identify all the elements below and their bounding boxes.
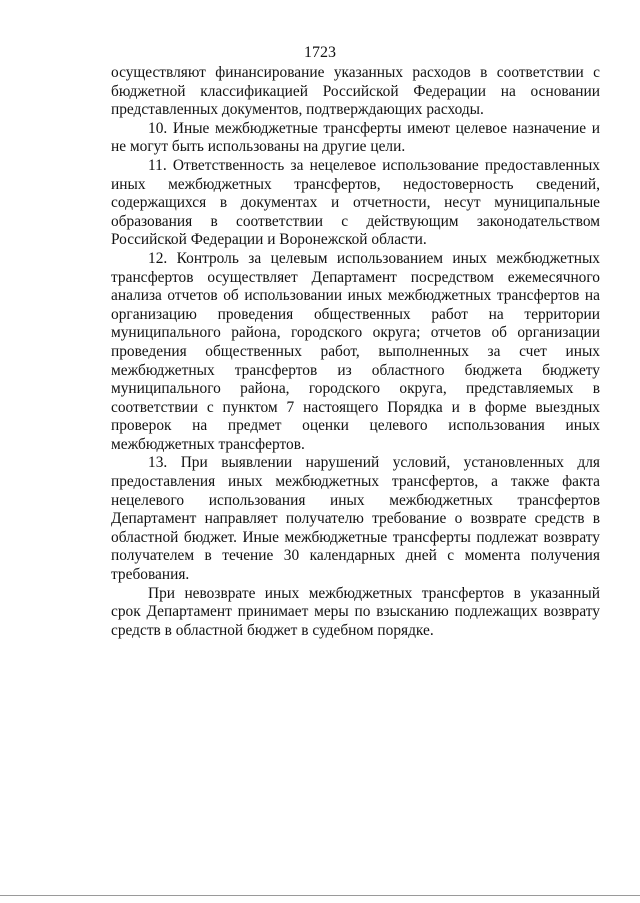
paragraph-item-13: 13. При выявлении нарушений условий, установленных для предоставления иных межбюджетных трансфертов, а также факта нецелевого использования иных межбюджетных трансфертов Департамент направляет получателю требование о возврате средств в областной бюджет. Иные межбюджетные трансферты подлежат возврату получателем в течение 30 календарных дней с момента получения требования. (111, 454, 600, 584)
paragraph-item-11: 11. Ответственность за нецелевое использование предоставленных иных межбюджетных трансфертов, недостоверность сведений, содержащихся в документах и отчетности, несут муниципальные образования в соответствии с действующим законодательством Российской Федерации и Воронежской области. (111, 156, 600, 249)
paragraph-item-10: 10. Иные межбюджетные трансферты имеют целевое назначение и не могут быть использованы на другие цели. (111, 119, 600, 156)
paragraph-continuation: осуществляют финансирование указанных расходов в соответствии с бюджетной классификацией Российской Федерации на основании представленных документов, подтверждающих расходы. (111, 64, 600, 119)
paragraph-item-12: 12. Контроль за целевым использованием иных межбюджетных трансфертов осуществляет Департамент посредством ежемесячного анализа отчетов об использовании иных межбюджетных трансфертов на организацию проведения общественных работ на территории муниципального района, городского округа; отчетов об организации проведения общественных работ, выполненных за счет иных межбюджетных трансфертов из областного бюджета бюджету муниципального района, городского округа, представляемых в соответствии с пунктом 7 настоящего Порядка и в форме выездных проверок на предмет оценки целевого использования иных межбюджетных трансфертов. (111, 249, 600, 453)
paragraph-non-return: При невозврате иных межбюджетных трансфертов в указанный срок Департамент принимает меры по взысканию подлежащих возврату средств в областной бюджет в судебном порядке. (111, 584, 600, 639)
page-number: 1723 (304, 44, 336, 61)
bottom-edge-line (0, 895, 640, 896)
document-body (111, 64, 600, 640)
